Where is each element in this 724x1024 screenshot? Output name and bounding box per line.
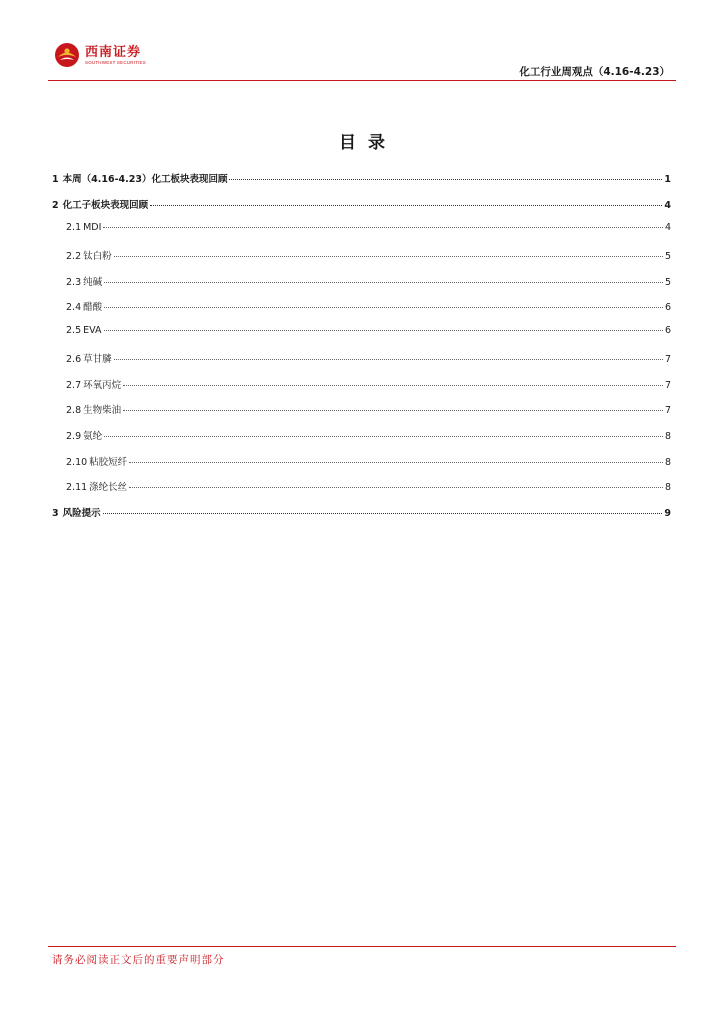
toc-entry-number: 2.9 — [66, 430, 82, 442]
toc-entry-label: 纯碱 — [83, 276, 103, 288]
toc-entry-label: 风险提示 — [62, 507, 101, 519]
table-of-contents — [52, 171, 671, 531]
logo-brand-en: SOUTHWEST SECURITIES — [85, 59, 146, 65]
toc-entry-number: 2.10 — [66, 456, 88, 468]
toc-entry-label: 涤纶长丝 — [89, 482, 128, 494]
toc-entry-page: 4 — [664, 222, 671, 234]
toc-entry-label: 醋酸 — [83, 302, 103, 314]
toc-entry-number: 2.7 — [66, 379, 82, 391]
toc-entry-2-8[interactable] — [52, 402, 671, 428]
toc-entry-2-1[interactable] — [52, 222, 671, 248]
toc-dot-leader — [129, 462, 663, 463]
logo-emblem-icon — [54, 42, 80, 68]
toc-entry-number: 2.5 — [66, 325, 82, 337]
report-title: 化工行业周观点（4.16-4.23） — [519, 66, 670, 78]
toc-entry-label: 粘胶短纤 — [89, 456, 128, 468]
toc-dot-leader — [103, 513, 663, 514]
toc-entry-number: 3 — [52, 507, 59, 519]
toc-entry-number: 2.3 — [66, 276, 82, 288]
toc-entry-page: 8 — [664, 456, 671, 468]
toc-title: 目录 — [339, 133, 397, 153]
toc-entry-label: 氨纶 — [83, 430, 103, 442]
toc-entry-number: 2.4 — [66, 302, 82, 314]
toc-entry-1[interactable] — [52, 171, 671, 197]
toc-entry-number: 1 — [52, 174, 59, 185]
toc-entry-page: 9 — [664, 507, 671, 519]
toc-entry-2-7[interactable] — [52, 377, 671, 403]
toc-entry-page: 7 — [664, 405, 671, 417]
toc-dot-leader — [114, 359, 663, 360]
toc-entry-2-2[interactable] — [52, 248, 671, 274]
toc-entry-number: 2.6 — [66, 353, 82, 365]
toc-entry-label: 化工子板块表现回顾 — [62, 199, 149, 211]
toc-entry-label: 生物柴油 — [83, 405, 122, 417]
toc-entry-3[interactable] — [52, 505, 671, 531]
toc-entry-label: 草甘膦 — [83, 353, 112, 365]
toc-entry-number: 2.1 — [66, 222, 82, 234]
toc-entry-label: MDI — [83, 222, 102, 234]
toc-entry-label: 环氧丙烷 — [83, 379, 122, 391]
toc-entry-page: 7 — [664, 353, 671, 365]
toc-dot-leader — [104, 330, 663, 331]
toc-entry-2-5[interactable] — [52, 325, 671, 351]
toc-entry-label: 本周（4.16-4.23）化工板块表现回顾 — [62, 174, 228, 185]
toc-entry-page: 4 — [664, 199, 671, 211]
toc-entry-page: 5 — [664, 276, 671, 288]
toc-dot-leader — [123, 385, 663, 386]
toc-entry-2-9[interactable] — [52, 428, 671, 454]
toc-entry-2-4[interactable] — [52, 299, 671, 325]
toc-entry-page: 1 — [664, 174, 671, 185]
toc-entry-page: 8 — [664, 482, 671, 494]
toc-dot-leader — [104, 307, 663, 308]
toc-dot-leader — [123, 410, 663, 411]
toc-entry-number: 2.11 — [66, 482, 88, 494]
header-divider — [48, 80, 676, 81]
toc-entry-number: 2.2 — [66, 251, 82, 263]
footer-divider — [48, 946, 676, 947]
toc-dot-leader — [103, 227, 663, 228]
toc-dot-leader — [129, 487, 663, 488]
toc-entry-number: 2 — [52, 199, 59, 211]
toc-entry-page: 8 — [664, 430, 671, 442]
toc-entry-2-10[interactable] — [52, 454, 671, 480]
toc-entry-2-11[interactable] — [52, 479, 671, 505]
toc-entry-label: EVA — [83, 325, 102, 337]
toc-entry-page: 7 — [664, 379, 671, 391]
toc-entry-page: 6 — [664, 302, 671, 314]
toc-entry-2[interactable] — [52, 197, 671, 223]
toc-entry-page: 5 — [664, 251, 671, 263]
toc-entry-number: 2.8 — [66, 405, 82, 417]
footer-disclaimer: 请务必阅读正文后的重要声明部分 — [52, 954, 225, 966]
toc-dot-leader — [114, 256, 663, 257]
toc-entry-2-3[interactable] — [52, 274, 671, 300]
toc-dot-leader — [229, 179, 662, 180]
toc-entry-page: 6 — [664, 325, 671, 337]
toc-dot-leader — [104, 282, 663, 283]
toc-entry-2-6[interactable] — [52, 351, 671, 377]
page-header — [48, 36, 676, 81]
toc-entry-label: 钛白粉 — [83, 251, 112, 263]
toc-dot-leader — [104, 436, 663, 437]
company-logo — [54, 42, 146, 68]
logo-brand-cn: 西南证券 — [85, 44, 142, 60]
toc-dot-leader — [150, 205, 662, 206]
